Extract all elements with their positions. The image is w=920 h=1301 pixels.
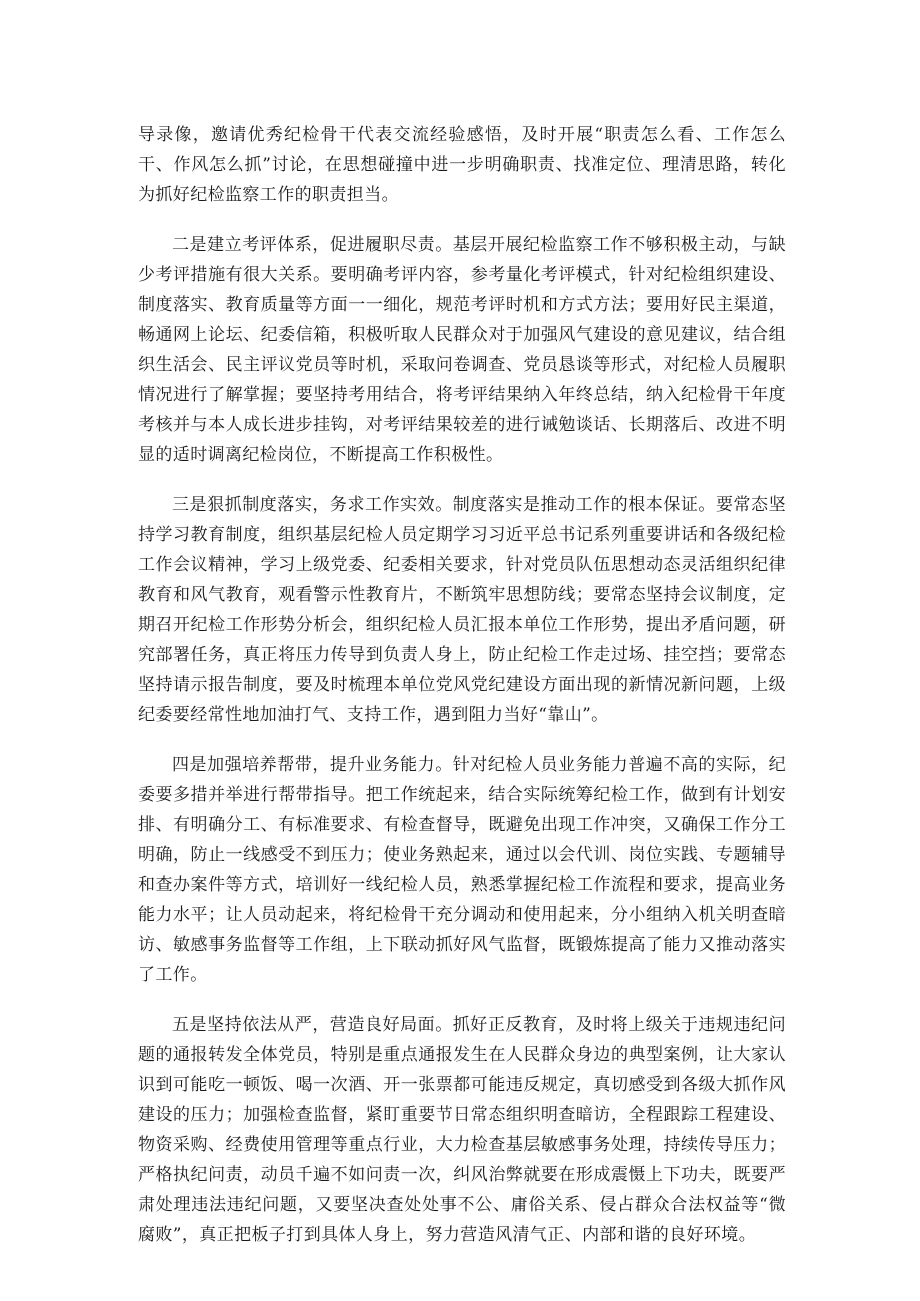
paragraph-system-implementation: 三是狠抓制度落实，务求工作实效。制度落实是推动工作的根本保证。要常态坚持学习教育制度，组织基层纪检人员定期学习习近平总书记系列重要讲话和各级纪检工作会议精神，学习上级党委、纪委相关要求，针对党员队伍思想动态灵活组织纪律教育和风气教育，观看警示性教育片，不断筑牢思想防线；要常态坚持会议制度，定期召开纪检工作形势分析会，组织纪检人员汇报本单位工作形势，提出矛盾问题，研究部署任务，真正将压力传导到负责人身上，防止纪检工作走过场、挂空挡；要常态坚持请示报告制度，要及时梳理本单位党风党纪建设方面出现的新情况新问题，上级纪委要经常性地加油打气、支持工作，遇到阻力当好“靠山”。 bbox=[138, 495, 786, 725]
document-page bbox=[138, 120, 786, 1270]
paragraph-evaluation-system: 二是建立考评体系，促进履职尽责。基层开展纪检监察工作不够积极主动，与缺少考评措施有很大关系。要明确考评内容，参考量化考评模式，针对纪检组织建设、制度落实、教育质量等方面一一细化，规范考评时机和方式方法；要用好民主渠道，畅通网上论坛、纪委信箱，积极听取人民群众对于加强风气建设的意见建议，结合组织生活会、民主评议党员等时机，采取问卷调查、党员恳谈等形式，对纪检人员履职情况进行了解掌握；要坚持考用结合，将考评结果纳入年终总结，纳入纪检骨干年度考核并与本人成长进步挂钩，对考评结果较差的进行诫勉谈话、长期落后、改进不明显的适时调离纪检岗位，不断提高工作积极性。 bbox=[138, 235, 786, 465]
paragraph-strict-law: 五是坚持依法从严，营造良好局面。抓好正反教育，及时将上级关于违规违纪问题的通报转发全体党员，特别是重点通报发生在人民群众身边的典型案例，让大家认识到可能吃一顿饭、喝一次酒、开一张票都可能违反规定，真切感受到各级大抓作风建设的压力；加强检查监督，紧盯重要节日常态组织明查暗访，全程跟踪工程建设、物资采购、经费使用管理等重点行业，大力检查基层敏感事务处理，持续传导压力；严格执纪问责，动员千遍不如问责一次，纠风治弊就要在形成震慑上下功夫，既要严肃处理违法违纪问题，又要坚决查处处事不公、庸俗关系、侵占群众合法权益等“微腐败”，真正把板子打到具体人身上，努力营造风清气正、内部和谐的良好环境。 bbox=[138, 1015, 786, 1245]
paragraph-training-mentoring: 四是加强培养帮带，提升业务能力。针对纪检人员业务能力普遍不高的实际，纪委要多措并举进行帮带指导。把工作统起来，结合实际统筹纪检工作，做到有计划安排、有明确分工、有标准要求、有检查督导，既避免出现工作冲突，又确保工作分工明确，防止一线感受不到压力；使业务熟起来，通过以会代训、岗位实践、专题辅导和查办案件等方式，培训好一线纪检人员，熟悉掌握纪检工作流程和要求，提高业务能力水平；让人员动起来，将纪检骨干充分调动和使用起来，分小组纳入机关明查暗访、敏感事务监督等工作组，上下联动抓好风气监督，既锻炼提高了能力又推动落实了工作。 bbox=[138, 755, 786, 985]
paragraph-continuation: 导录像，邀请优秀纪检骨干代表交流经验感悟，及时开展“职责怎么看、工作怎么干、作风怎么抓”讨论，在思想碰撞中进一步明确职责、找准定位、理清思路，转化为抓好纪检监察工作的职责担当。 bbox=[138, 125, 786, 205]
